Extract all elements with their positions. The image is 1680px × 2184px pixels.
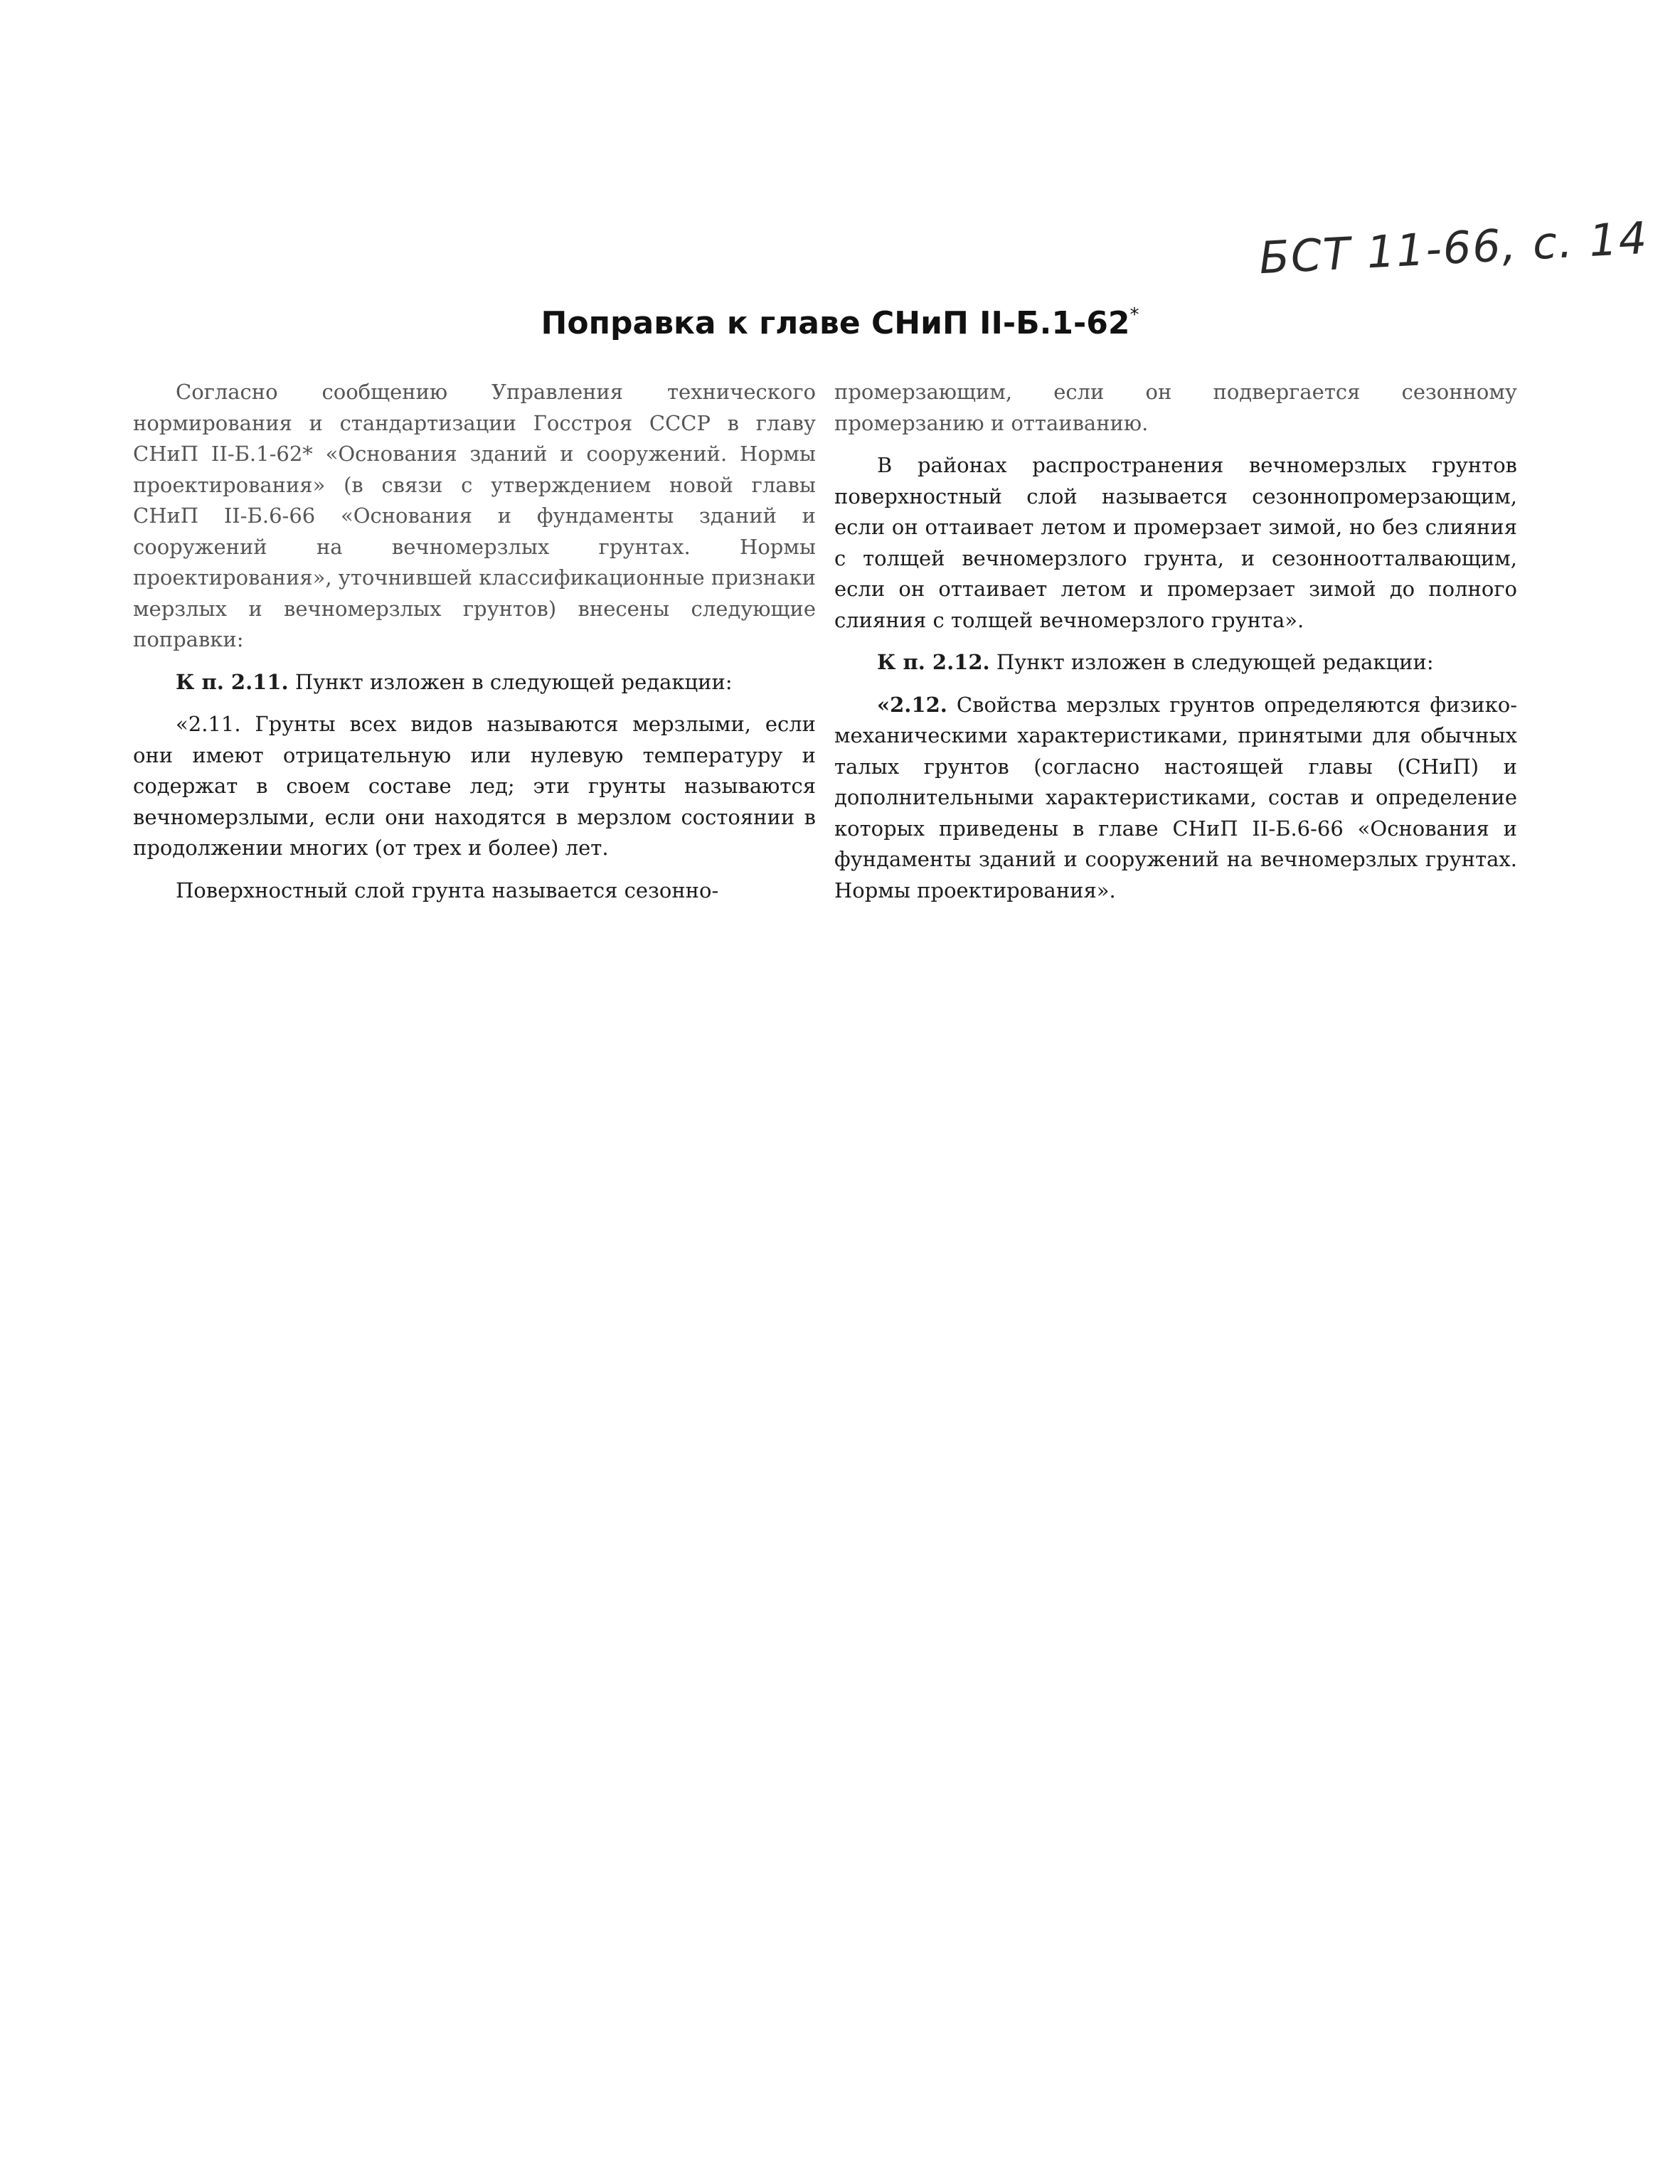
clause-2-12-text: [834, 690, 1517, 907]
title-text: Поправка к главе СНиП II-Б.1-62: [541, 305, 1130, 341]
amendment-2-12-heading: [834, 647, 1517, 678]
permafrost-regions-paragraph: В районах распространения вечномерзлых грунтов поверхностный слой называется сезоннопромерзающим, если он оттаивает летом и промерзает зимой, но без слияния с толщей вечномерзлого грунта, и сезонноотталвающим, если он оттаивает летом и промерзает зимой до полного слияния с толщей вечномерзлого грунта».: [834, 453, 1517, 632]
clause-ref-2-11: К п. 2.11.: [176, 669, 289, 694]
amendment-2-11-intro: Пункт изложен в следующей редакции:: [288, 669, 733, 694]
amendment-2-12-intro: Пункт изложен в следующей редакции:: [989, 650, 1434, 674]
amendment-2-11-heading: [133, 667, 816, 698]
left-column: [133, 377, 816, 917]
title-star: *: [1129, 304, 1139, 326]
surface-layer-paragraph: Поверхностный слой грунта называется сезонно-: [176, 878, 719, 902]
right-column: [834, 377, 1517, 917]
clause-ref-2-12: К п. 2.12.: [877, 650, 990, 674]
handwritten-note: БСТ 11-66, с. 14: [1258, 211, 1649, 284]
clause-2-11-text: «2.11. Грунты всех видов называются мерзлыми, если они имеют отрицательную или нулевую температуру и содержат в своем составе лед; эти грунты называются вечномерзлыми, если они находятся в мерзлом состоянии в продолжении многих (от трех и более) лет.: [133, 712, 816, 860]
clause-2-12-body: Свойства мерзлых грунтов определяются физико-механическими характеристиками, принятыми для обычных талых грунтов (согласно настоящей главы (СНиП) и дополнительными характеристиками, состав и определение которых приведены в главе СНиП II-Б.6-66 «Основания и фундаменты зданий и сооружений на вечномерзлых грунтах. Нормы проектирования».: [834, 692, 1517, 902]
intro-paragraph: Согласно сообщению Управления технического нормирования и стандартизации Госстроя СССР в главу СНиП II-Б.1-62* «Основания зданий и сооружений. Нормы проектирования» (в связи с утверждением новой главы СНиП II-Б.6-66 «Основания и фундаменты зданий и сооружений на вечномерзлых грунтах. Нормы проектирования», уточнившей классификационные признаки мерзлых и вечномерзлых грунтов) внесены следующие поправки:: [133, 380, 816, 651]
page-title: [0, 304, 1680, 341]
clause-ref-2-12-quote: «2.12.: [877, 692, 947, 717]
surface-layer-continuation: промерзающим, если он подвергается сезонному промерзанию и оттаиванию.: [834, 380, 1517, 435]
